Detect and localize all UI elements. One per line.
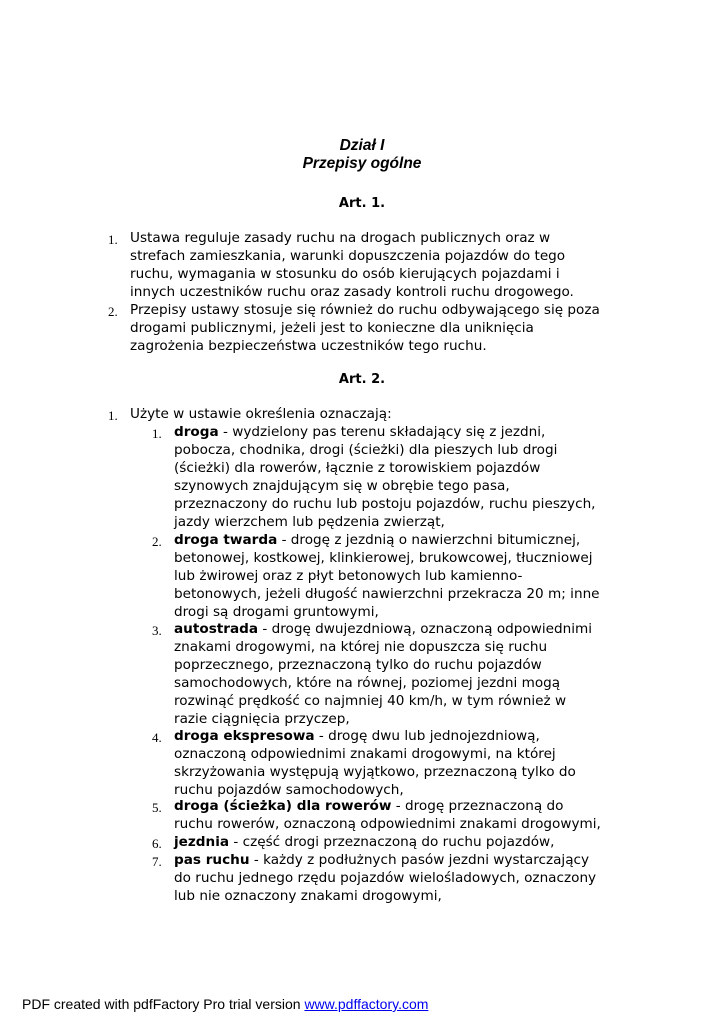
definition-term: droga (ścieżka) dla rowerów — [174, 798, 392, 814]
section-title: Dział I — [339, 137, 385, 154]
definition-text: droga ekspresowa - drogę dwu lub jednojezdniową, oznaczoną odpowiednimi znakami drogowymi, na której skrzyżowania występują wyjątkowo, przeznaczoną tylko do ruchu pojazdów samochodowych, — [174, 728, 576, 798]
definition-term: pas ruchu — [174, 852, 250, 868]
article-2-heading: Art. 2. — [338, 372, 386, 387]
article-1-heading: Art. 1. — [338, 196, 386, 211]
item-number: 1. — [108, 232, 118, 247]
definition-term: autostrada — [174, 621, 259, 637]
footer-text: PDF created with pdfFactory Pro trial version — [22, 996, 305, 1012]
footer-link[interactable]: www.pdffactory.com — [304, 996, 429, 1012]
section-subtitle: Przepisy ogólne — [302, 155, 422, 172]
item-number: 1. — [108, 408, 118, 423]
definition-text: pas ruchu - każdy z podłużnych pasów jezdni wystarczający do ruchu jednego rzędu pojazdów wielośladowych, oznaczony lub nie oznaczony znakami drogowymi, — [174, 852, 597, 904]
item-text: Ustawa reguluje zasady ruchu na drogach publicznych oraz w strefach zamieszkania, warunki dopuszczenia pojazdów do tego ruchu, wymagania w stosunku do osób kierujących pojazdami i innych uczestników ruchu oraz zasady kontroli ruchu drogowego. — [130, 230, 574, 300]
item-number: 2. — [152, 534, 162, 549]
definition-text: droga twarda - drogę z jezdnią o nawierzchni bitumicznej, betonowej, kostkowej, klinkierowej, brukowcowej, tłuczniowej lub żwirowej oraz z płyt betonowych lub kamienno- betonowych, jeżeli długość nawierzchni przekracza 20 m; inne drogi są drogami gruntowymi, — [174, 532, 600, 620]
item-number: 7. — [152, 854, 162, 869]
definition-term: droga — [174, 424, 219, 440]
item-number: 4. — [152, 730, 162, 745]
definition-term: droga twarda — [174, 532, 278, 548]
definition-text: droga - wydzielony pas terenu składający się z jezdni, pobocza, chodnika, drogi (ścieżki) dla pieszych lub drogi (ścieżki) dla rowerów, łącznie z torowiskiem pojazdów szynowych znajdującym się w obrębie tego pasa, przeznaczony do ruchu lub postoju pojazdów, ruchu pieszych, jazdy wierzchem lub pędzenia zwierząt, — [174, 424, 596, 530]
item-number: 2. — [108, 304, 118, 319]
definition-term: jezdnia — [174, 834, 230, 850]
definition-text: droga (ścieżka) dla rowerów - drogę przeznaczoną do ruchu rowerów, oznaczoną odpowiednimi znakami drogowymi, — [174, 798, 601, 832]
item-number: 3. — [152, 623, 162, 638]
item-text: Użyte w ustawie określenia oznaczają: — [130, 406, 392, 422]
definition-text: jezdnia - część drogi przeznaczoną do ruchu pojazdów, — [174, 834, 555, 850]
item-number: 5. — [152, 800, 162, 815]
definition-text: autostrada - drogę dwujezdniową, oznaczoną odpowiednimi znakami drogowymi, na której nie dopuszcza się ruchu poprzecznego, przeznaczoną tylko do ruchu pojazdów samochodowych, które na równej, poziomej jezdni mogą rozwinąć prędkość co najmniej 40 km/h, w tym również w razie ciągnięcia przyczep, — [174, 621, 593, 727]
pdf-footer — [22, 995, 428, 1013]
item-text: Przepisy ustawy stosuje się również do ruchu odbywającego się poza drogami publicznymi, jeżeli jest to konieczne dla uniknięcia zagrożenia bezpieczeństwa uczestników tego ruchu. — [130, 302, 600, 354]
item-number: 1. — [152, 426, 162, 441]
definition-term: droga ekspresowa — [174, 728, 315, 744]
item-number: 6. — [152, 836, 162, 851]
